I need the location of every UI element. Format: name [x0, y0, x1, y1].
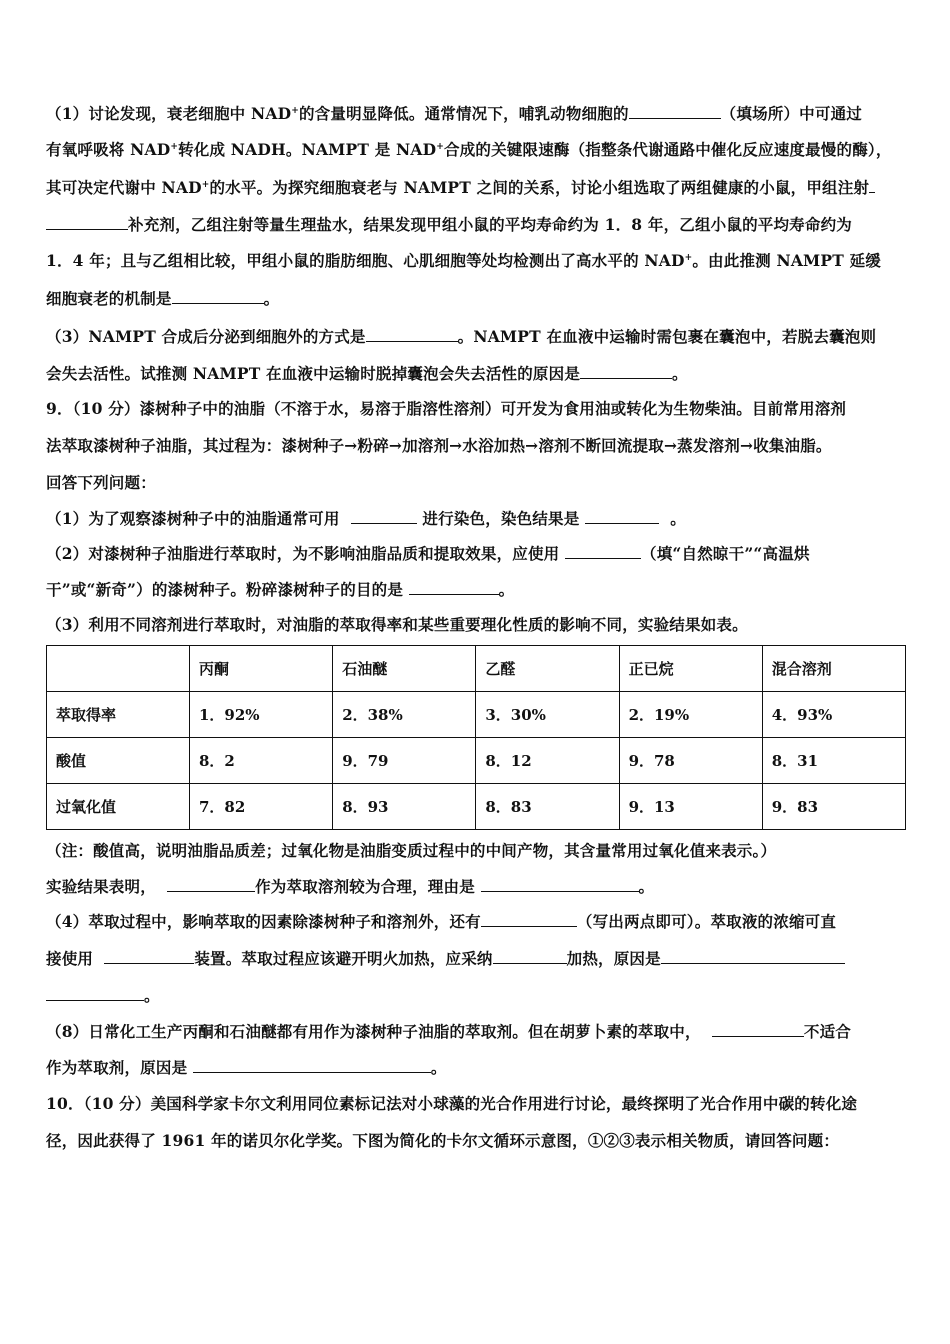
answer-blank[interactable] [104, 947, 194, 964]
table-cell: 9．79 [333, 738, 476, 784]
answer-blank[interactable] [869, 176, 875, 193]
answer-blank[interactable] [493, 947, 567, 964]
answer-blank[interactable] [481, 910, 577, 927]
q9-p8-line2: 作为萃取剂，原因是 。 [46, 1058, 447, 1077]
q9-p4-line2: 接使用 装置。萃取过程应该避开明火加热，应采纳 加热，原因是 [46, 947, 845, 970]
answer-blank[interactable] [366, 325, 458, 342]
table-cell: 8．2 [190, 738, 333, 784]
table-cell: 2．19% [619, 692, 762, 738]
answer-blank[interactable] [565, 542, 641, 559]
table-row [47, 692, 906, 738]
q10-line1: 10．（10 分）美国科学家卡尔文利用同位素标记法对小球藻的光合作用进行讨论，最终探明了光合作用中碳的转化途 [46, 1094, 858, 1113]
table-cell: 9．78 [619, 738, 762, 784]
table-cell: 混合溶剂 [762, 646, 905, 692]
answer-blank[interactable] [481, 875, 639, 892]
table-cell: 9．13 [619, 784, 762, 830]
q9-p2-line1: （2）对漆树种子油脂进行萃取时，为不影响油脂品质和提取效果，应使用 （填“自然晾干”“高温烘 [46, 544, 810, 563]
q9-p4-line1: （4）萃取过程中，影响萃取的因素除漆树种子和溶剂外，还有 （写出两点即可）。萃取液的浓缩可直 [46, 912, 837, 931]
answer-blank[interactable] [193, 1056, 431, 1073]
table-cell [47, 646, 190, 692]
table-cell: 正已烷 [619, 646, 762, 692]
table-cell: 1．92% [190, 692, 333, 738]
q9-intro-line1: 9．（10 分）漆树种子中的油脂（不溶于水，易溶于脂溶性溶剂）可开发为食用油或转化为生物柴油。目前常用溶剂 [46, 399, 847, 418]
table-cell: 乙醛 [476, 646, 619, 692]
table-header-row [47, 646, 906, 692]
answer-blank[interactable] [46, 213, 128, 230]
table-cell: 9．83 [762, 784, 905, 830]
q8-p1-line6: 细胞衰老的机制是 。 [46, 289, 280, 308]
q8-p1-line2: 有氧呼吸将 NAD+转化成 NADH。NAMPT 是 NAD+合成的关键限速酶（指整条代谢通路中催化反应速度最慢的酶）， [46, 140, 892, 159]
answer-blank[interactable] [409, 578, 499, 595]
answer-blank[interactable] [585, 507, 659, 524]
table-cell: 萃取得率 [47, 692, 190, 738]
table-cell: 8．12 [476, 738, 619, 784]
answer-blank[interactable] [167, 875, 255, 892]
table-cell: 7．82 [190, 784, 333, 830]
table-cell: 4．93% [762, 692, 905, 738]
q8-p3-line2: 会失去活性。试推测 NAMPT 在血液中运输时脱掉囊泡会失去活性的原因是 。 [46, 364, 688, 383]
answer-blank[interactable] [629, 102, 721, 119]
table-cell: 2．38% [333, 692, 476, 738]
table-row [47, 738, 906, 784]
table-cell: 酸值 [47, 738, 190, 784]
table-cell: 8．93 [333, 784, 476, 830]
table-cell: 8．31 [762, 738, 905, 784]
table-cell: 3．30% [476, 692, 619, 738]
q8-p1-line1: （1）讨论发现，衰老细胞中 NAD+的含量明显降低。通常情况下，哺乳动物细胞的 （填场所）中可通过 [46, 104, 862, 123]
answer-blank[interactable] [712, 1020, 804, 1037]
table-cell: 石油醚 [333, 646, 476, 692]
answer-blank[interactable] [580, 362, 672, 379]
answer-blank[interactable] [172, 287, 264, 304]
table-cell: 8．83 [476, 784, 619, 830]
q8-p3-line1: （3）NAMPT 合成后分泌到细胞外的方式是 。NAMPT 在血液中运输时需包裹在囊泡中，若脱去囊泡则 [46, 327, 877, 346]
solvent-table [46, 645, 906, 830]
q9-p3: （3）利用不同溶剂进行萃取时，对油脂的萃取得率和某些重要理化性质的影响不同，实验结果如表。 [46, 615, 748, 634]
table-cell: 丙酮 [190, 646, 333, 692]
q8-p1-line3: 其可决定代谢中 NAD+的水平。为探究细胞衰老与 NAMPT 之间的关系，讨论小组选取了两组健康的小鼠，甲组注射 [46, 176, 875, 199]
table-cell: 过氧化值 [47, 784, 190, 830]
q9-intro-line2: 法萃取漆树种子油脂，其过程为：漆树种子→粉碎→加溶剂→水浴加热→溶剂不断回流提取→蒸发溶剂→收集油脂。 [46, 436, 832, 455]
q9-p1: （1）为了观察漆树种子中的油脂通常可用 进行染色，染色结果是 。 [46, 509, 686, 528]
answer-blank[interactable] [351, 507, 417, 524]
q9-table-note: （注：酸值高，说明油脂品质差；过氧化物是油脂变质过程中的中间产物，其含量常用过氧化值来表示。） [46, 841, 777, 860]
answer-blank[interactable] [46, 984, 144, 1001]
q9-p2-line2: 干”或“新奇”）的漆树种子。粉碎漆树种子的目的是 。 [46, 580, 515, 599]
answer-blank[interactable] [661, 947, 845, 964]
q9-intro-line3: 回答下列问题： [46, 473, 156, 492]
q9-p4-line3: 。 [46, 984, 160, 1007]
q10-line2: 径，因此获得了 1961 年的诺贝尔化学奖。下图为简化的卡尔文循环示意图，①②③表示相关物质，请回答问题： [46, 1131, 840, 1150]
q9-result: 实验结果表明， 作为萃取溶剂较为合理，理由是 。 [46, 877, 655, 896]
table-row [47, 784, 906, 830]
q8-p1-line5: 1．4 年；且与乙组相比较，甲组小鼠的脂肪细胞、心肌细胞等处均检测出了高水平的 NAD+。由此推测 NAMPT 延缓 [46, 251, 881, 270]
q9-p8-line1: （8）日常化工生产丙酮和石油醚都有用作为漆树种子油脂的萃取剂。但在胡萝卜素的萃取中， 不适合 [46, 1022, 852, 1041]
q8-p1-line4: 补充剂，乙组注射等量生理盐水，结果发现甲组小鼠的平均寿命约为 1．8 年，乙组小鼠的平均寿命约为 [46, 213, 852, 236]
